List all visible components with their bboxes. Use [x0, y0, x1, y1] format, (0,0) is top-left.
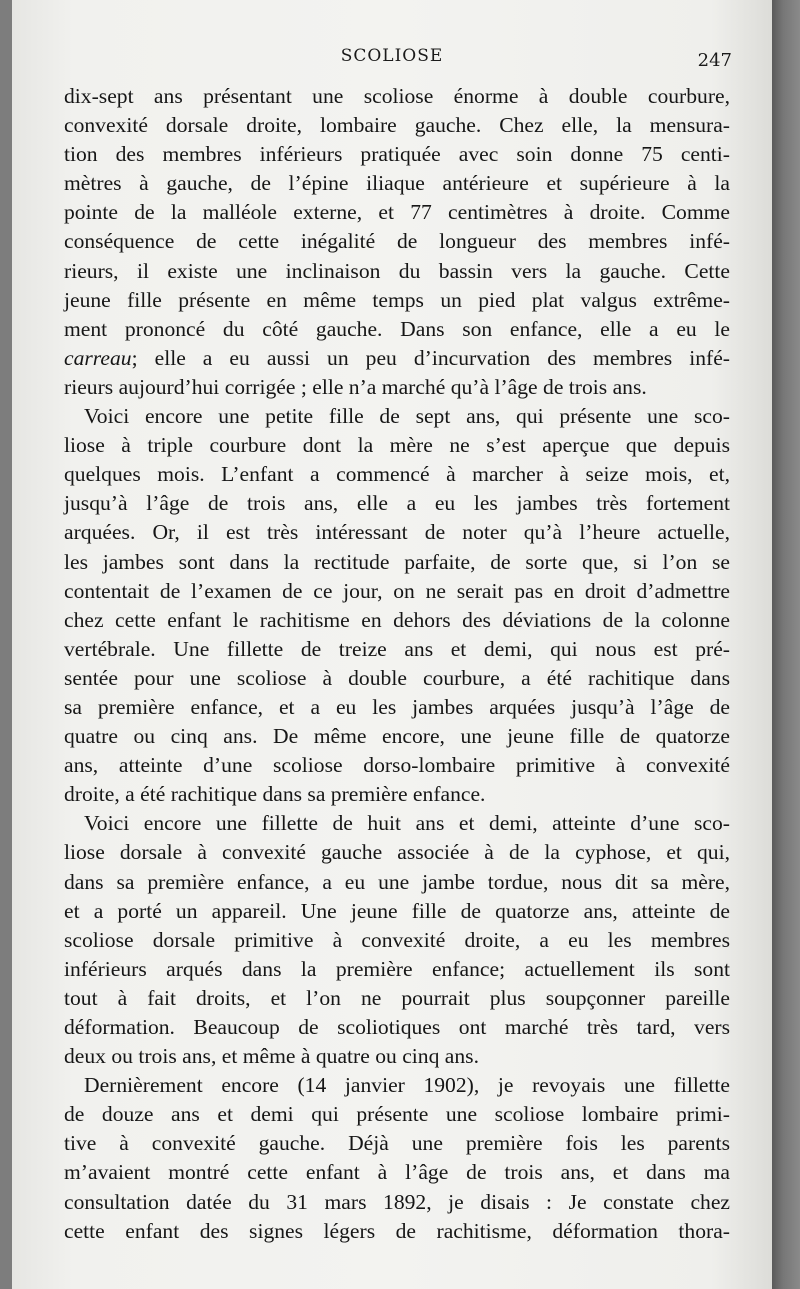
- text-line: déformation. Beaucoup de scoliotiques ont marché très tard, vers: [64, 1015, 730, 1039]
- text-line: jusqu’à l’âge de trois ans, elle a eu les jambes très fortement: [64, 491, 730, 516]
- page-header: [52, 46, 732, 76]
- body-text: [64, 82, 730, 1246]
- text-line: sentée pour une scoliose à double courbure, a été rachitique dans: [64, 665, 730, 690]
- text-line: m’avaient montré cette enfant à l’âge de trois ans, et dans ma: [64, 1160, 730, 1185]
- text-line: tive à convexité gauche. Déjà une première fois les parents: [64, 1131, 730, 1156]
- italic-word: carreau: [64, 345, 132, 370]
- text-line: liose dorsale à convexité gauche associée à de la cyphose, et qui,: [64, 840, 730, 865]
- text-line: mètres à gauche, de l’épine iliaque antérieure et supérieure à la: [64, 171, 730, 196]
- text-line: chez cette enfant le rachitisme en dehors des déviations de la colonne: [64, 607, 730, 632]
- page-number: 247: [697, 50, 732, 71]
- page-edge-shadow: [772, 0, 800, 1289]
- paragraph-4: [64, 1071, 730, 1246]
- text-line: convexité dorsale droite, lombaire gauche. Chez elle, la mensura-: [64, 113, 730, 138]
- paragraph-1: [64, 82, 730, 402]
- running-title: SCOLIOSE: [340, 46, 444, 66]
- text-line: conséquence de cette inégalité de longueur des membres infé-: [64, 229, 730, 254]
- text-line: cette enfant des signes légers de rachitisme, déformation thora-: [64, 1218, 730, 1243]
- text-line: et a porté un appareil. Une jeune fille de quatorze ans, atteinte de: [64, 898, 730, 923]
- paragraph-3: [64, 809, 730, 1071]
- text-line: dix-sept ans présentant une scoliose énorme à double courbure,: [64, 84, 730, 108]
- text-line: les jambes sont dans la rectitude parfaite, de sorte que, si l’on se: [64, 549, 730, 574]
- text-line: vertébrale. Une fillette de treize ans et demi, qui nous est pré-: [64, 636, 730, 661]
- text-line: tout à fait droits, et l’on ne pourrait plus soupçonner pareille: [64, 985, 730, 1010]
- text-line: Voici encore une petite fille de sept ans, qui présente une sco-: [84, 404, 730, 429]
- text-line: tion des membres inférieurs pratiquée avec soin donne 75 centi-: [64, 142, 730, 167]
- text-line: Voici encore une fillette de huit ans et demi, atteinte d’une sco-: [84, 811, 730, 836]
- text-line: deux ou trois ans, et même à quatre ou cinq ans.: [64, 1044, 479, 1069]
- text-line: contentait de l’examen de ce jour, on ne serait pas en droit d’admettre: [64, 578, 730, 603]
- text-line: dans sa première enfance, a eu une jambe tordue, nous dit sa mère,: [64, 869, 730, 894]
- text-line: quatre ou cinq ans. De même encore, une jeune fille de quatorze: [64, 724, 730, 749]
- text-line: liose à triple courbure dont la mère ne s’est aperçue que depuis: [64, 433, 730, 458]
- text-line: consultation datée du 31 mars 1892, je disais : Je constate chez: [64, 1189, 730, 1214]
- text-line: de douze ans et demi qui présente une scoliose lombaire primi-: [64, 1102, 730, 1127]
- text-line: ans, atteinte d’une scoliose dorso-lombaire primitive à convexité: [64, 753, 730, 778]
- text-line: Dernièrement encore (14 janvier 1902), je revoyais une fillette: [84, 1073, 730, 1098]
- paragraph-2: [64, 402, 730, 809]
- text-line: pointe de la malléole externe, et 77 centimètres à droite. Comme: [64, 200, 730, 225]
- text-line-italic-start: carreau; elle a eu aussi un peu d’incurvation des membres infé-: [64, 345, 730, 370]
- text-line: quelques mois. L’enfant a commencé à marcher à seize mois, et,: [64, 462, 730, 487]
- text-line: rieurs, il existe une inclinaison du bassin vers la gauche. Cette: [64, 258, 730, 283]
- text-line: droite, a été rachitique dans sa première enfance.: [64, 782, 486, 807]
- text-line: arquées. Or, il est très intéressant de noter qu’à l’heure actuelle,: [64, 520, 730, 545]
- text-line: jeune fille présente en même temps un pied plat valgus extrême-: [64, 287, 730, 312]
- text-line: ment prononcé du côté gauche. Dans son enfance, elle a eu le: [64, 316, 730, 341]
- text-line: inférieurs arqués dans la première enfance; actuellement ils sont: [64, 956, 730, 981]
- text-line: sa première enfance, et a eu les jambes arquées jusqu’à l’âge de: [64, 694, 730, 719]
- text-line: rieurs aujourd’hui corrigée ; elle n’a marché qu’à l’âge de trois ans.: [64, 374, 647, 399]
- text-line: scoliose dorsale primitive à convexité droite, a eu les membres: [64, 927, 730, 952]
